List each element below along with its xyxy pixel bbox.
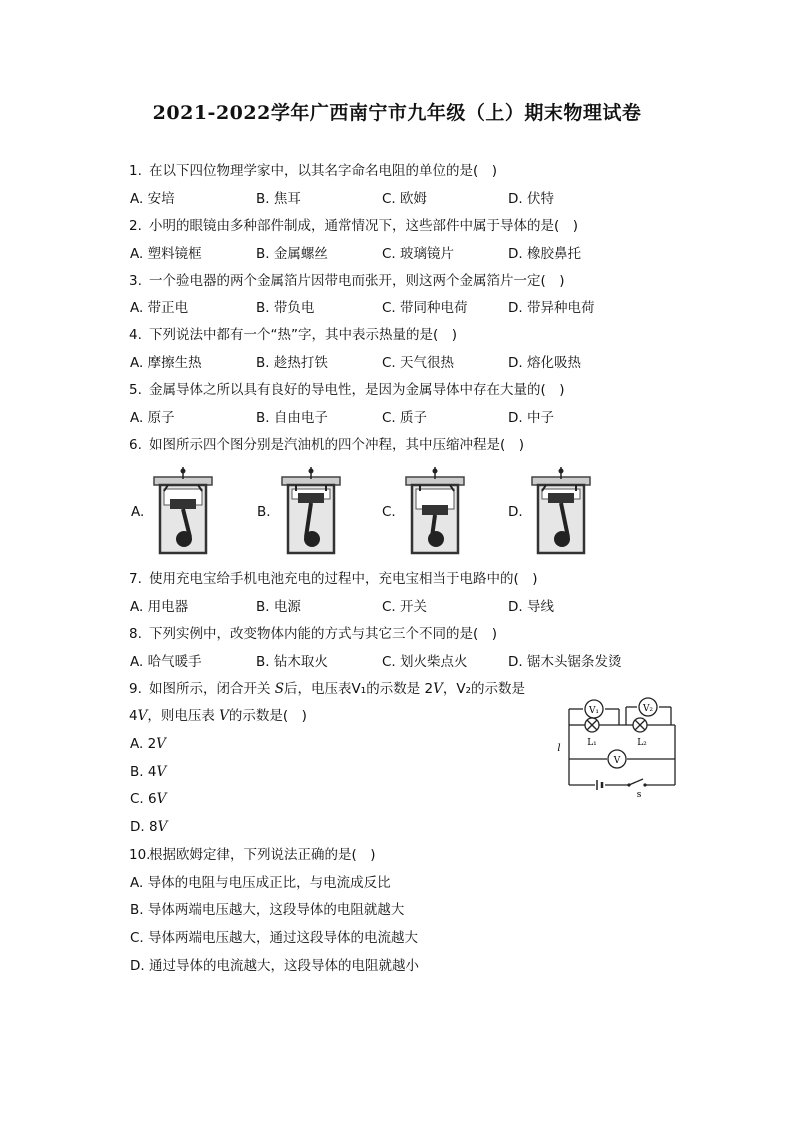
question-number: 3. bbox=[129, 273, 142, 289]
question-text-part: ，则电压表 bbox=[147, 708, 220, 724]
question-text-part: ，V₂的示数是 bbox=[442, 681, 525, 697]
option-b[interactable]: B. 带负电 bbox=[256, 300, 315, 316]
question-6 bbox=[129, 436, 524, 454]
question-2 bbox=[129, 217, 578, 235]
question-text-part: 4 bbox=[129, 708, 138, 724]
option-b[interactable]: B. 趁热打铁 bbox=[256, 355, 328, 371]
question-text: 如图所示四个图分别是汽油机的四个冲程，其中压缩冲程是( ) bbox=[149, 437, 525, 453]
question-number: 5. bbox=[129, 382, 142, 398]
question-text: 小明的眼镜由多种部件制成，通常情况下，这些部件中属于导体的是( ) bbox=[149, 218, 579, 234]
left-wire-label: l bbox=[557, 743, 561, 754]
question-number: 7. bbox=[129, 571, 142, 587]
voltmeter-v1-label: V₁ bbox=[588, 706, 600, 716]
question-4 bbox=[129, 326, 457, 344]
option-b[interactable]: B. 电源 bbox=[256, 599, 301, 615]
question-number: 8. bbox=[129, 626, 142, 642]
question-text: 一个验电器的两个金属箔片因带电而张开，则这两个金属箔片一定( ) bbox=[149, 273, 565, 289]
engine-stroke-diagram-a[interactable] bbox=[150, 467, 216, 557]
question-text: 下列说法中都有一个“热”字，其中表示热量的是( ) bbox=[149, 327, 458, 343]
lamp-l2-label: L₂ bbox=[637, 738, 647, 748]
option-b[interactable]: B. 焦耳 bbox=[256, 191, 301, 207]
option-c[interactable]: C. 带同种电荷 bbox=[382, 300, 468, 316]
question-number: 2. bbox=[129, 218, 142, 234]
option-a[interactable]: A. 塑料镜框 bbox=[130, 246, 202, 262]
option-c[interactable]: C. 开关 bbox=[382, 599, 428, 615]
option-c[interactable]: C. 导体两端电压越大，通过这段导体的电流越大 bbox=[130, 930, 419, 946]
option-d[interactable]: D. 锯木头锯条发烫 bbox=[508, 654, 622, 670]
option-c[interactable]: C. 欧姆 bbox=[382, 191, 428, 207]
question-number: 9. bbox=[129, 681, 142, 697]
option-b[interactable]: B. 4V bbox=[130, 764, 167, 780]
voltmeter-v-label: V bbox=[613, 756, 621, 766]
option-c[interactable]: C. 天气很热 bbox=[382, 355, 455, 371]
unit-volt: V bbox=[433, 681, 443, 697]
question-text: 在以下四位物理学家中，以其名字命名电阻的单位的是( ) bbox=[149, 163, 498, 179]
question-9-line-2 bbox=[129, 707, 307, 725]
circuit-diagram bbox=[555, 691, 685, 799]
unit-volt: V bbox=[137, 708, 148, 724]
option-d[interactable]: D. 熔化吸热 bbox=[508, 355, 581, 371]
lamp-l1-label: L₁ bbox=[587, 738, 597, 748]
option-b[interactable]: B. bbox=[257, 504, 271, 520]
option-d[interactable]: D. 通过导体的电流越大，这段导体的电阻就越小 bbox=[130, 958, 419, 974]
option-a[interactable]: A. 导体的电阻与电压成正比，与电流成反比 bbox=[130, 875, 391, 891]
option-d[interactable]: D. 中子 bbox=[508, 410, 554, 426]
option-b[interactable]: B. 钻木取火 bbox=[256, 654, 328, 670]
question-text-part: 的示数是( ) bbox=[228, 708, 307, 724]
option-b[interactable]: B. 金属螺丝 bbox=[256, 246, 328, 262]
option-d[interactable]: D. 带异种电荷 bbox=[508, 300, 595, 316]
question-10 bbox=[129, 846, 376, 864]
option-c[interactable]: C. 6V bbox=[130, 791, 167, 807]
question-text-part: 如图所示，闭合开关 bbox=[149, 681, 271, 697]
question-number: 10. bbox=[129, 847, 151, 863]
option-b[interactable]: B. 导体两端电压越大，这段导体的电阻就越大 bbox=[130, 902, 405, 918]
question-9 bbox=[129, 680, 525, 698]
question-1 bbox=[129, 162, 497, 180]
question-number: 4. bbox=[129, 327, 142, 343]
option-a[interactable]: A. 带正电 bbox=[130, 300, 189, 316]
option-a[interactable]: A. 2V bbox=[130, 736, 166, 752]
option-d[interactable]: D. 8V bbox=[130, 819, 168, 835]
option-a[interactable]: A. 原子 bbox=[130, 410, 175, 426]
option-d[interactable]: D. 导线 bbox=[508, 599, 554, 615]
question-text: 根据欧姆定律，下列说法正确的是( ) bbox=[149, 847, 376, 863]
switch-symbol: S bbox=[274, 681, 285, 697]
option-d[interactable]: D. bbox=[508, 504, 523, 520]
option-a[interactable]: A. 摩擦生热 bbox=[130, 355, 202, 371]
engine-stroke-diagram-c[interactable] bbox=[402, 467, 468, 557]
question-8 bbox=[129, 625, 497, 643]
page-title: 2021-2022学年广西南宁市九年级（上）期末物理试卷 bbox=[152, 102, 642, 124]
question-text: 下列实例中，改变物体内能的方式与其它三个不同的是( ) bbox=[149, 626, 498, 642]
engine-stroke-diagram-b[interactable] bbox=[278, 467, 344, 557]
option-a[interactable]: A. 安培 bbox=[130, 191, 175, 207]
question-7 bbox=[129, 570, 538, 588]
voltmeter-symbol: V bbox=[219, 708, 229, 724]
option-d[interactable]: D. 橡胶鼻托 bbox=[508, 246, 581, 262]
option-b[interactable]: B. 自由电子 bbox=[256, 410, 328, 426]
question-5 bbox=[129, 381, 565, 399]
option-a[interactable]: A. 用电器 bbox=[130, 599, 189, 615]
option-d[interactable]: D. 伏特 bbox=[508, 191, 554, 207]
question-text-part: 后，电压表V₁的示数是 2 bbox=[284, 681, 434, 697]
voltmeter-v2-label: V₂ bbox=[642, 704, 654, 714]
option-a[interactable]: A. 哈气暖手 bbox=[130, 654, 202, 670]
question-text: 金属导体之所以具有良好的导电性，是因为金属导体中存在大量的( ) bbox=[149, 382, 565, 398]
question-number: 6. bbox=[129, 437, 142, 453]
option-c[interactable]: C. 玻璃镜片 bbox=[382, 246, 455, 262]
question-number: 1. bbox=[129, 163, 142, 179]
option-c[interactable]: C. 质子 bbox=[382, 410, 428, 426]
question-text: 使用充电宝给手机电池充电的过程中，充电宝相当于电路中的( ) bbox=[149, 571, 538, 587]
option-a[interactable]: A. bbox=[131, 504, 145, 520]
option-c[interactable]: C. 划火柴点火 bbox=[382, 654, 468, 670]
switch-label: s bbox=[636, 790, 642, 799]
question-3 bbox=[129, 272, 565, 290]
engine-stroke-diagram-d[interactable] bbox=[528, 467, 594, 557]
option-c[interactable]: C. bbox=[382, 504, 396, 520]
